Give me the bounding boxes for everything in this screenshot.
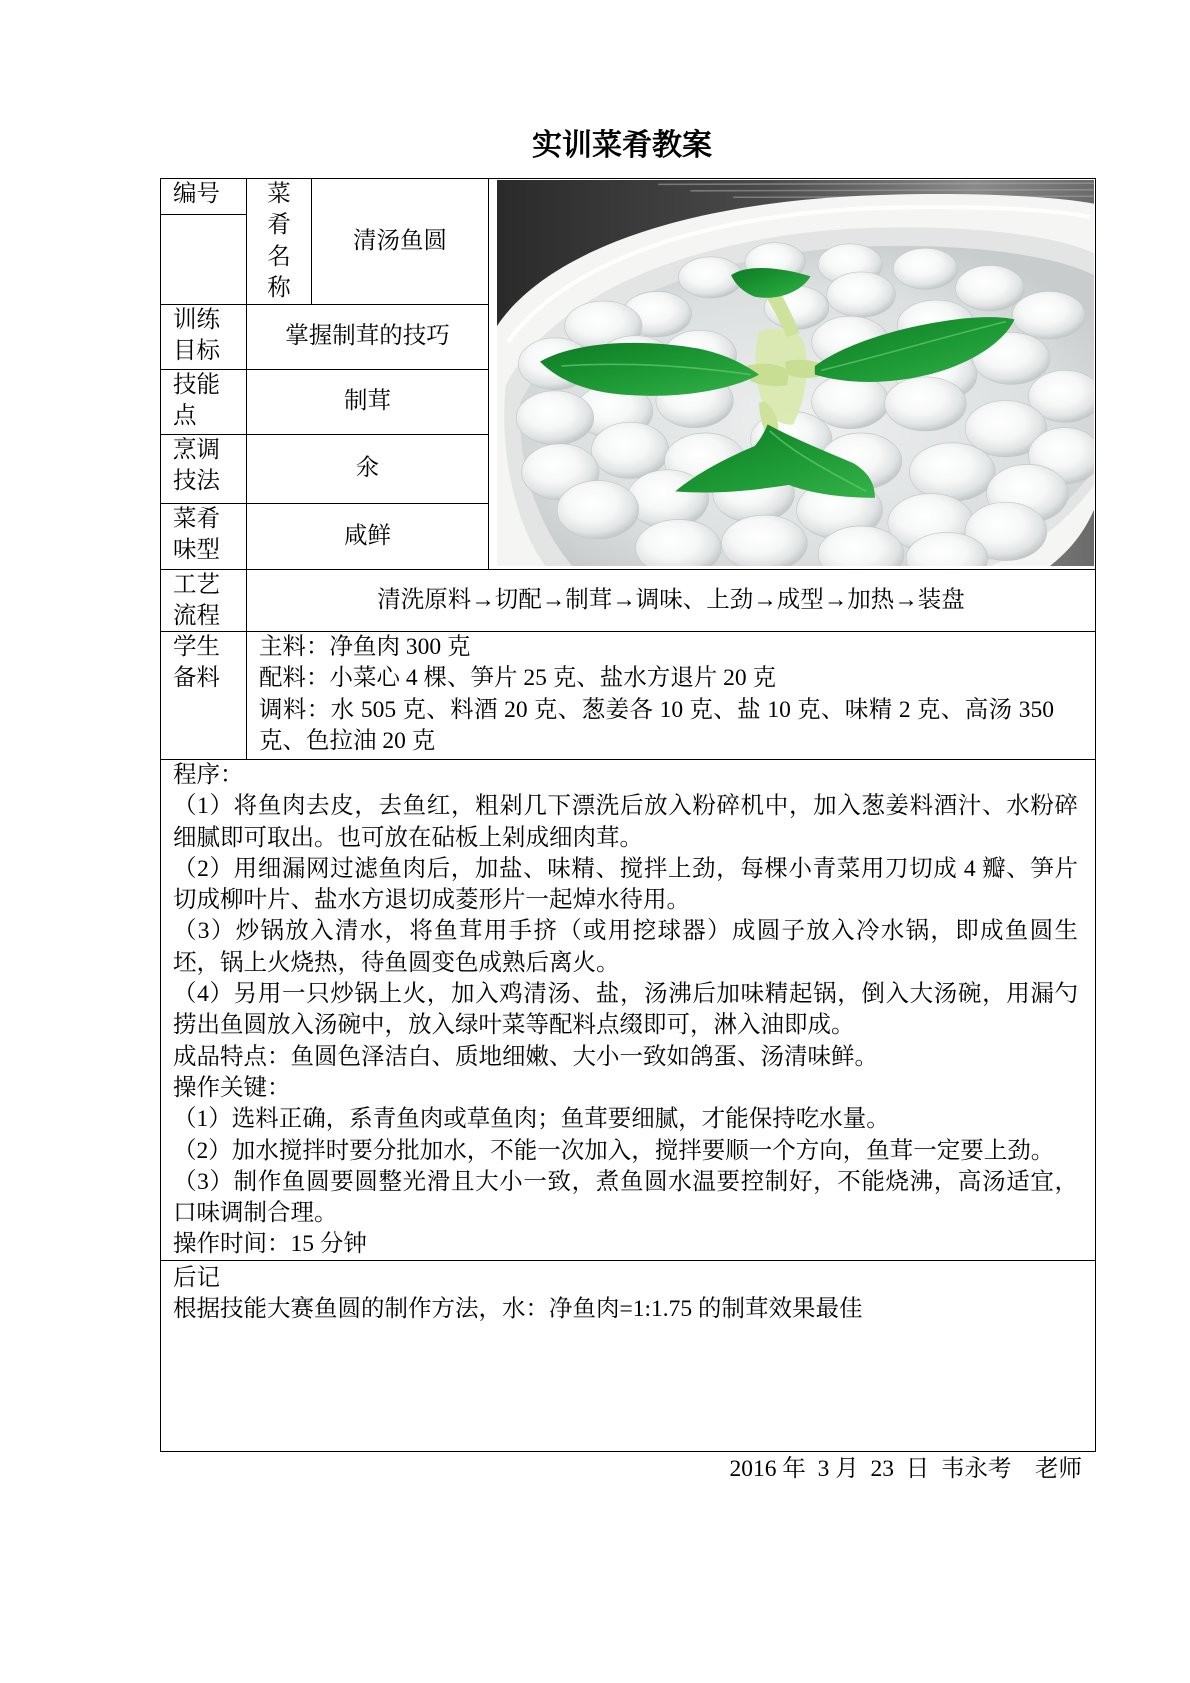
postscript-text: 根据技能大赛鱼圆的制作方法，水：净鱼肉=1:1.75 的制茸效果最佳 — [173, 1296, 863, 1323]
skill-point-label: 技能点 — [173, 372, 220, 430]
materials-label-cell — [160, 631, 247, 760]
key-points-heading: 操作关键： — [173, 1074, 291, 1101]
procedure-line: 捞出鱼圆放入汤碗中，放入绿叶菜等配料点缀即可，淋入油即成。 — [173, 1012, 855, 1039]
training-goal-value: 掌握制茸的技巧 — [285, 323, 450, 350]
fish-ball — [516, 391, 593, 445]
skill-point-value-cell — [246, 369, 489, 435]
procedure-line: 细腻即可取出。也可放在砧板上剁成细肉茸。 — [173, 824, 643, 851]
cooking-method-label: 烹调技法 — [173, 437, 220, 495]
procedure-line: （1）将鱼肉去皮，去鱼红，粗剁几下漂洗后放入粉碎机中，加入葱姜料酒汁、水粉碎 — [173, 793, 1078, 820]
key-point-line: （2）加水搅拌时要分批加水，不能一次加入，搅拌要顺一个方向，鱼茸一定要上劲。 — [173, 1137, 1055, 1164]
fish-ball — [1012, 291, 1085, 339]
skill-point-value: 制茸 — [344, 388, 391, 415]
flavor-value-cell — [246, 503, 489, 570]
materials-value-cell — [246, 631, 1096, 760]
fish-ball — [909, 443, 995, 501]
process-value: 清洗原料→切配→制茸→调味、上劲→成型→加热→装盘 — [377, 586, 965, 613]
date-signature: 2016 年 3 月 23 日 韦永考 老师 — [729, 1456, 1082, 1482]
number-label: 编号 — [173, 181, 220, 207]
fish-ball — [893, 248, 957, 289]
materials-line-main: 主料：净鱼肉 300 克 — [259, 634, 471, 660]
fish-ball — [955, 265, 1024, 310]
dish-name: 清汤鱼圆 — [353, 227, 447, 254]
materials-line-side: 配料：小菜心 4 棵、笋片 25 克、盐水方退片 20 克 — [259, 665, 776, 692]
process-label-cell — [160, 569, 247, 632]
key-point-line: （1）选料正确，系青鱼肉或草鱼肉；鱼茸要细腻，才能保持吃水量。 — [173, 1106, 890, 1133]
fish-ball — [591, 422, 668, 478]
training-goal-label: 训练目标 — [173, 307, 220, 365]
procedure-line: （3）炒锅放入清水，将鱼茸用手挤（或用挖球器）成圆子放入冷水锅，即成鱼圆生 — [173, 918, 1078, 945]
cooking-method-label-cell — [160, 434, 247, 504]
process-value-cell — [246, 569, 1096, 632]
dish-photo-cell — [488, 178, 1096, 570]
cooking-method-value-cell — [246, 434, 489, 504]
number-label-cell — [160, 178, 247, 215]
dish-name-label-cell — [246, 178, 312, 305]
cooking-method-value: 氽 — [355, 455, 380, 482]
dish-name-label: 菜肴名称 — [267, 181, 291, 301]
postscript-label: 后记 — [173, 1265, 220, 1291]
fish-ball — [812, 375, 889, 429]
procedure-cell — [160, 759, 1096, 1261]
flavor-label-cell — [160, 503, 247, 570]
materials-line-seasoning-cont: 克、色拉油 20 克 — [259, 727, 436, 754]
procedure-line: （2）用细漏网过滤鱼肉后，加盐、味精、搅拌上劲，每棵小青菜用刀切成 4 瓣、笋片 — [173, 855, 1078, 882]
flavor-value: 咸鲜 — [344, 522, 391, 549]
dish-name-cell — [311, 178, 489, 305]
fish-ball — [885, 377, 967, 431]
procedure-line: 切成柳叶片、盐水方退切成菱形片一起焯水待用。 — [173, 887, 690, 914]
postscript-cell — [160, 1260, 1096, 1452]
product-features-line: 成品特点：鱼圆色泽洁白、质地细嫩、大小一致如鸽蛋、汤清味鲜。 — [173, 1043, 878, 1070]
skill-point-label-cell — [160, 369, 247, 435]
training-goal-label-cell — [160, 304, 247, 370]
procedure-line: （4）另用一只炒锅上火，加入鸡清汤、盐，汤沸后加味精起锅，倒入大汤碗，用漏勺 — [173, 981, 1078, 1008]
dish-photo — [497, 180, 1094, 566]
lesson-plan-table — [160, 178, 1096, 1452]
flavor-label: 菜肴味型 — [173, 506, 220, 564]
number-value-cell — [160, 214, 247, 305]
fish-ball — [557, 481, 639, 539]
training-goal-value-cell — [246, 304, 489, 370]
procedure-heading: 程序： — [173, 762, 244, 788]
page-title: 实训菜肴教案 — [532, 128, 712, 163]
key-point-line: 口味调制合理。 — [173, 1200, 338, 1227]
operation-time-line: 操作时间：15 分钟 — [173, 1231, 367, 1258]
key-point-line: （3）制作鱼圆要圆整光滑且大小一致，煮鱼圆水温要控制好，不能烧沸，高汤适宜， — [173, 1168, 1078, 1195]
materials-label: 学生备料 — [173, 634, 220, 692]
materials-line-seasoning: 调料：水 505 克、料酒 20 克、葱姜各 10 克、盐 10 克、味精 2 克、高汤 350 — [259, 696, 1054, 723]
fish-ball — [827, 272, 896, 317]
procedure-line: 坯，锅上火烧热，待鱼圆变色成熟后离火。 — [173, 949, 620, 976]
process-label: 工艺流程 — [173, 572, 220, 630]
